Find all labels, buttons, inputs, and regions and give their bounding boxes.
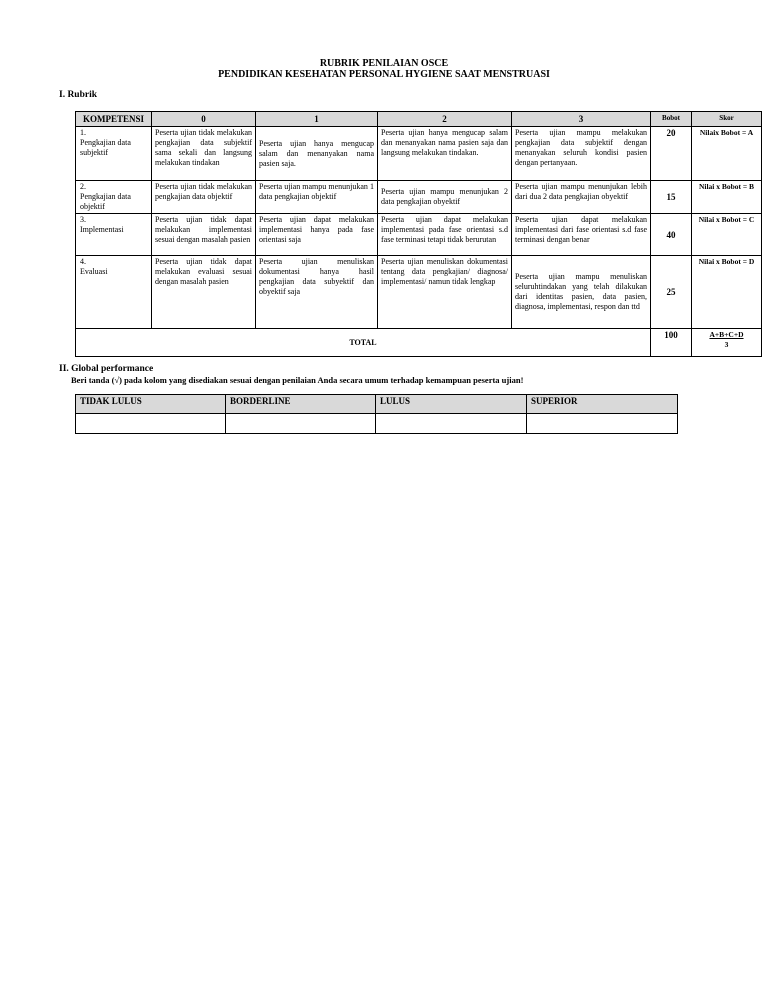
rubric-header-row <box>76 112 762 127</box>
criteria-1: Peserta ujian mampu menunjukan 1 data pengkajian objektif <box>256 181 378 214</box>
header-skor: Skor <box>692 112 762 127</box>
global-header-row <box>76 395 678 414</box>
header-score-1: 1 <box>256 112 378 127</box>
criteria-3: Peserta ujian mampu menuliskan seluruhtindakan yang telah dilakukan dari identitas pasien, data pasien, diagnosa, implementasi, respon dan ttd <box>512 256 651 329</box>
skor-formula: Nilai x Bobot = B <box>692 181 762 214</box>
criteria-3: Peserta ujian mampu melakukan pengkajian data subjektif dengan menanyakan seluruh kondisi pasien dengan pertanyaan. <box>512 127 651 181</box>
check-cell-tidak-lulus[interactable] <box>76 414 226 434</box>
global-performance-table <box>75 394 678 434</box>
bobot-value: 20 <box>651 127 692 181</box>
header-borderline: BORDERLINE <box>226 395 376 414</box>
header-score-0: 0 <box>152 112 256 127</box>
criteria-3: Peserta ujian mampu menunjukan lebih dari dua 2 data pengkajian obyektif <box>512 181 651 214</box>
kompetensi-cell <box>76 256 152 329</box>
kompetensi-label: Implementasi <box>80 225 124 234</box>
criteria-1: Peserta ujian menuliskan dokumentasi hanya hasil pengkajian data subyektif dan obyektif saja <box>256 256 378 329</box>
kompetensi-label: Pengkajian data objektif <box>80 192 131 211</box>
skor-formula: Nilai x Bobot = D <box>692 256 762 329</box>
formula-numerator: A+B+C+D <box>709 330 744 339</box>
bobot-value: 25 <box>651 256 692 329</box>
section-global-heading: II. Global performance <box>59 364 154 374</box>
skor-formula: Nilai x Bobot = C <box>692 214 762 256</box>
row-number: 2. <box>80 182 86 191</box>
check-cell-lulus[interactable] <box>376 414 527 434</box>
criteria-1: Peserta ujian dapat melakukan implementasi hanya pada fase orientasi saja <box>256 214 378 256</box>
criteria-2: Peserta ujian hanya mengucap salam dan menanyakan nama pasien saja dan langsung melakukan tindakan. <box>378 127 512 181</box>
row-number: 4. <box>80 257 86 266</box>
total-row <box>76 329 762 357</box>
check-cell-superior[interactable] <box>527 414 678 434</box>
criteria-0: Peserta ujian tidak melakukan pengkajian data subjektif sama sekali dan langsung melakukan tindakan <box>152 127 256 181</box>
total-bobot: 100 <box>651 329 692 357</box>
table-row <box>76 127 762 181</box>
row-number: 3. <box>80 215 86 224</box>
title-line-2: PENDIDIKAN KESEHATAN PERSONAL HYGIENE SAAT MENSTRUASI <box>218 69 550 80</box>
criteria-0: Peserta ujian tidak dapat melakukan evaluasi sesuai dengan masalah pasien <box>152 256 256 329</box>
formula-denominator: 3 <box>724 340 729 349</box>
header-score-3: 3 <box>512 112 651 127</box>
kompetensi-label: Pengkajian data subjektif <box>80 138 131 157</box>
table-row <box>76 181 762 214</box>
kompetensi-cell <box>76 214 152 256</box>
skor-formula: Nilaix Bobot = A <box>692 127 762 181</box>
bobot-value: 15 <box>651 181 692 214</box>
header-tidak-lulus: TIDAK LULUS <box>76 395 226 414</box>
rubric-table <box>75 111 762 357</box>
header-lulus: LULUS <box>376 395 527 414</box>
row-number: 1. <box>80 128 86 137</box>
table-row <box>76 256 762 329</box>
table-row <box>76 214 762 256</box>
section-rubrik-heading: I. Rubrik <box>59 90 98 100</box>
header-superior: SUPERIOR <box>527 395 678 414</box>
criteria-2: Peserta ujian menuliskan dokumentasi tentang data pengkajian/ diagnosa/ implementasi/ namun tidak lengkap <box>378 256 512 329</box>
criteria-2: Peserta ujian mampu menunjukan 2 data pengkajian obyektif <box>378 181 512 214</box>
header-kompetensi: KOMPETENSI <box>76 112 152 127</box>
kompetensi-label: Evaluasi <box>80 267 108 276</box>
document-title <box>0 58 768 80</box>
kompetensi-cell <box>76 181 152 214</box>
criteria-0: Peserta ujian tidak dapat melakukan implementasi sesuai dengan masalah pasien <box>152 214 256 256</box>
global-instruction: Beri tanda (√) pada kolom yang disediakan sesuai dengan penilaian Anda secara umum terhadap kemampuan peserta ujian! <box>71 375 524 385</box>
kompetensi-cell <box>76 127 152 181</box>
total-label: TOTAL <box>76 329 651 357</box>
check-cell-borderline[interactable] <box>226 414 376 434</box>
title-line-1: RUBRIK PENILAIAN OSCE <box>319 58 449 69</box>
bobot-value: 40 <box>651 214 692 256</box>
header-bobot: Bobot <box>651 112 692 127</box>
global-check-row <box>76 414 678 434</box>
criteria-0: Peserta ujian tidak melakukan pengkajian data objektif <box>152 181 256 214</box>
total-formula <box>692 329 762 357</box>
criteria-2: Peserta ujian dapat melakukan implementasi pada fase orientasi s.d fase terminasi tetapi tidak berurutan <box>378 214 512 256</box>
header-score-2: 2 <box>378 112 512 127</box>
criteria-1: Peserta ujian hanya mengucap salam dan menanyakan nama pasien saja. <box>256 127 378 181</box>
criteria-3: Peserta ujian dapat melakukan implementasi dari fase orientasi s.d fase terminasi dengan benar <box>512 214 651 256</box>
